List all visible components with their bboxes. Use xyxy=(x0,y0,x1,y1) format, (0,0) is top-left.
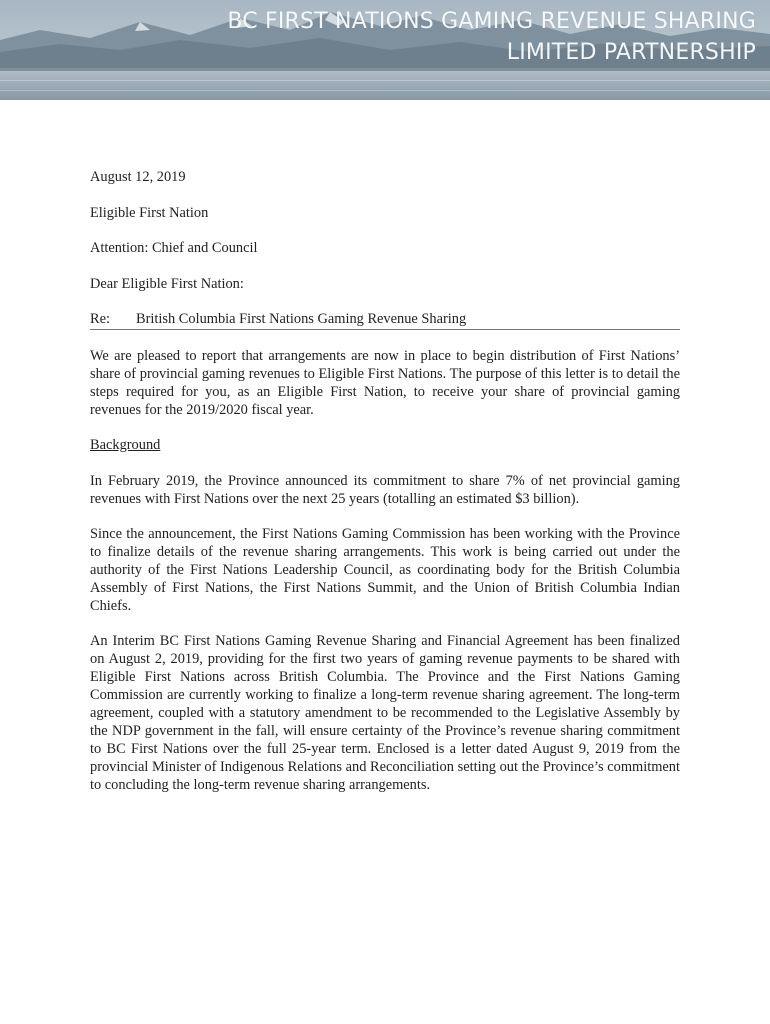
intro-paragraph: We are pleased to report that arrangements are now in place to begin distribution of First Nations’ share of provincial gaming revenues to Eligible First Nations. The purpose of this letter is to detail the steps required for you, as an Eligible First Nation, to receive your share of provincial gaming revenues for the 2019/2020 fiscal year. xyxy=(90,348,680,418)
letter-recipient: Eligible First Nation xyxy=(90,204,209,221)
letter-salutation: Dear Eligible First Nation: xyxy=(90,275,244,292)
re-label: Re: xyxy=(90,311,110,327)
header-title-line2: LIMITED PARTNERSHIP xyxy=(506,40,756,65)
re-subject: British Columbia First Nations Gaming Revenue Sharing xyxy=(136,311,467,327)
background-paragraph-3: An Interim BC First Nations Gaming Revenue Sharing and Financial Agreement has been finalized on August 2, 2019, providing for the first two years of gaming revenue payments to be shared with Eligible First Nations across British Columbia. The Province and the First Nations Gaming Commission are currently working to finalize a long-term revenue sharing agreement. The long-term agreement, coupled with a statutory amendment to be recommended to the Legislative Assembly by the NDP government in the fall, will ensure certainty of the Province’s revenue sharing commitment to BC First Nations over the full 25-year term. Enclosed is a letter dated August 9, 2019 from the provincial Minister of Indigenous Relations and Reconciliation setting out the Province’s commitment to concluding the long-term revenue sharing arrangements. xyxy=(90,632,680,793)
header-title xyxy=(227,6,756,68)
letter-body xyxy=(90,168,680,811)
header-title-line1: BC FIRST NATIONS GAMING REVENUE SHARING xyxy=(227,9,756,34)
re-line xyxy=(90,310,680,330)
background-paragraph-1: In February 2019, the Province announced its commitment to share 7% of net provincial gaming revenues with First Nations over the next 25 years (totalling an estimated $3 billion). xyxy=(90,472,680,507)
background-heading: Background xyxy=(90,437,161,453)
background-paragraph-2: Since the announcement, the First Nations Gaming Commission has been working with the Province to finalize details of the revenue sharing arrangements. This work is being carried out under the authority of the First Nations Leadership Council, as coordinating body for the British Columbia Assembly of First Nations, the First Nations Summit, and the Union of British Columbia Indian Chiefs. xyxy=(90,525,680,614)
header-banner xyxy=(0,0,770,100)
letter-attention: Attention: Chief and Council xyxy=(90,240,258,256)
letter-date: August 12, 2019 xyxy=(90,169,186,185)
